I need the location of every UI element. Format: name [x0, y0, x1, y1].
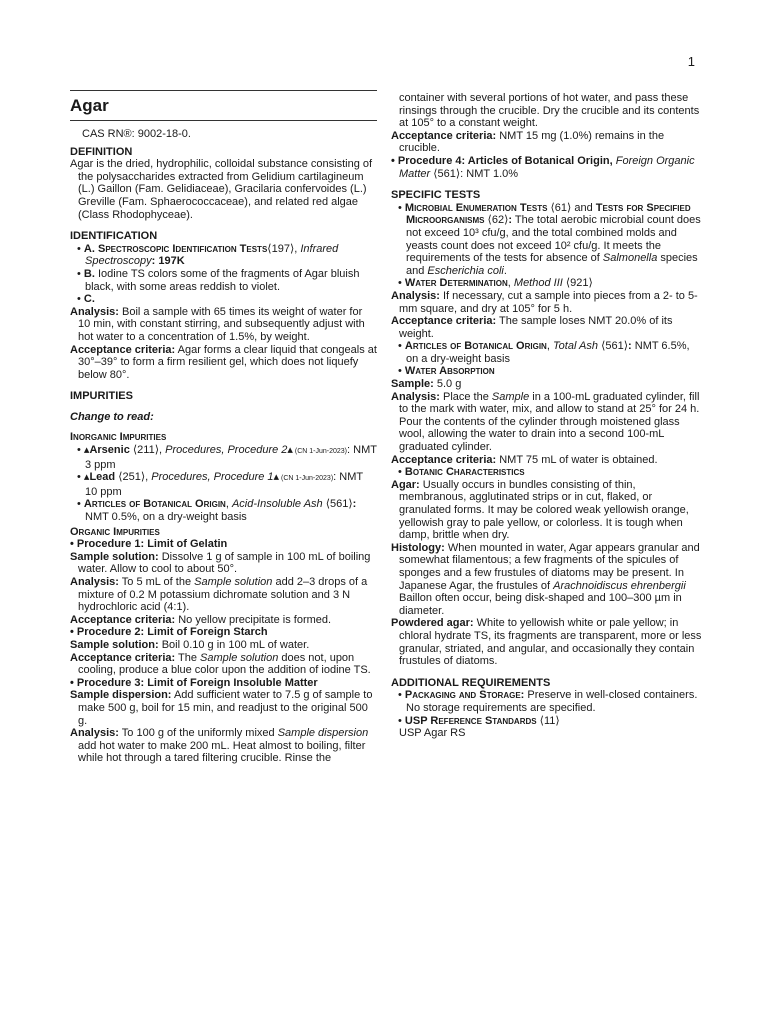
procedure-3-acceptance	[391, 130, 702, 155]
sample-solution-text: Boil 0.10 g in 100 mL of water.	[161, 638, 310, 651]
usp-standards-text: USP Agar RS	[399, 727, 466, 740]
procedure-2-heading: • Procedure 2: Limit of Foreign Starch	[70, 626, 268, 639]
agar-label: Agar:	[391, 478, 420, 491]
microbial-text-mid: species and	[406, 252, 698, 277]
test-a-ref: ⟨197⟩,	[267, 242, 301, 255]
procedure-3-heading: • Procedure 3: Limit of Foreign Insoluble Matter	[70, 676, 318, 689]
acceptance-text-a: The	[178, 651, 201, 664]
page-number: 1	[687, 54, 695, 69]
absorption-sample	[391, 378, 702, 391]
arsenic-procedure: Procedures, Procedure 2	[165, 444, 288, 457]
histology-text-b: Baillon often occur, being disk-shaped and 100–300 µm in diameter.	[399, 592, 682, 617]
arsenic-ref: ⟨211⟩,	[129, 444, 166, 457]
agar-description	[391, 479, 702, 542]
acceptance-text: NMT 15 mg (1.0%) remains in the crucible.	[399, 129, 665, 155]
impurities-heading: IMPURITIES	[70, 390, 133, 403]
specified-ref: ⟨62⟩	[484, 214, 509, 227]
lead-cn: (CN 1-Jun-2023)	[279, 475, 334, 483]
lead-item: • ▴Lead ⟨251⟩, Procedures, Procedure 1▴ (CN 1-Jun-2023): NMT 10 ppm	[77, 471, 363, 498]
histology-text-a: When mounted in water, Agar appears granular and somewhat filamentous; a few fragments of the spicules of sponges and a few frustules of diatoms may be present. In Japanese Agar, the frustules of	[399, 541, 700, 592]
microbial-ref: ⟨61⟩ and	[547, 201, 596, 214]
definition-text: Agar is the dried, hydrophilic, colloidal substance consisting of the polysaccharides extracted from Gelidium cartilagineum (L.) Gaillon (Fam. Gelidiaceae), Gracilaria confervoides (L.) Greville (Fam. Sphaerococcaceae), and related red algae (Class Rhodophyceae).	[70, 158, 373, 221]
identification-c-acceptance	[70, 344, 377, 382]
identification-a: • A. Spectroscopic Identification Tests⟨197⟩, Infrared Spectroscopy: 197K	[77, 242, 339, 268]
analysis-text: If necessary, cut a sample into pieces from a 2- to 5-mm square, and dry at 105° for 5 h.	[399, 289, 698, 315]
arsenic-limit: : NMT 3 ppm	[85, 444, 377, 471]
acceptance-text: Agar forms a clear liquid that congeals at 30°–39° to form a firm resilient gel, which does not liquefy below 80°.	[78, 343, 377, 381]
total-ash-ref: ⟨561⟩	[598, 340, 629, 353]
additional-requirements-heading: ADDITIONAL REQUIREMENTS	[391, 676, 551, 689]
packaging-label: Packaging and Storage:	[404, 689, 525, 702]
inorganic-impurities-heading: Inorganic Impurities	[70, 431, 167, 444]
acid-insoluble-ash-ref: ⟨561⟩	[322, 498, 353, 511]
cas-number: CAS RN®: 9002-18-0.	[82, 128, 191, 140]
powdered-agar-description	[391, 617, 702, 667]
botanic-characteristics-item: • Botanic Characteristics	[398, 466, 525, 479]
histology-text-italic: Arachnoidiscus ehrenbergii	[553, 579, 686, 592]
procedure-1-acceptance	[70, 614, 377, 627]
acid-insoluble-ash-item: • Articles of Botanical Origin, Acid-Insoluble Ash ⟨561⟩: NMT 0.5%, on a dry-weight basis	[77, 498, 357, 524]
packaging-text: Preserve in well-closed containers. No storage requirements are specified.	[406, 689, 698, 714]
analysis-text-italic: Sample	[491, 390, 530, 403]
acceptance-text: NMT 75 mL of water is obtained.	[499, 453, 658, 466]
analysis-text-italic: Sample dispersion	[277, 727, 369, 740]
total-ash-text: NMT 6.5%, on a dry-weight basis	[406, 340, 690, 365]
organic-impurities-heading: Organic Impurities	[70, 525, 160, 538]
analysis-text-a: To 5 mL of the	[121, 576, 195, 588]
arsenic-item: • ▴Arsenic ⟨211⟩, Procedures, Procedure 2▴ (CN 1-Jun-2023): NMT 3 ppm	[77, 444, 377, 471]
identification-b: • B. Iodine TS colors some of the fragments of Agar bluish black, with some areas reddish to violet.	[77, 267, 360, 293]
acceptance-label: Acceptance criteria:	[391, 453, 497, 466]
procedure-2-acceptance	[70, 652, 377, 677]
usp-standards-label: USP Reference Standards	[404, 714, 537, 727]
acceptance-label: Acceptance criteria:	[70, 651, 176, 664]
analysis-text-b: in a 100-mL graduated cylinder, fill to the mark with water, mix, and allow to stand at 25° for 24 h. Pour the contents of the cylinder through moistened glass wool, allowing the water to drain into a second 100-mL graduated cylinder.	[399, 390, 700, 454]
absorption-acceptance	[391, 454, 702, 467]
procedure-3-sample	[70, 689, 377, 727]
sample-label: Sample:	[391, 378, 434, 391]
sample-solution-label: Sample solution:	[70, 638, 159, 651]
analysis-label: Analysis:	[70, 576, 119, 588]
usp-standards-ref: ⟨11⟩	[536, 714, 560, 727]
specified-label: Tests for Specified Microorganisms	[406, 201, 691, 227]
microbial-item: • Microbial Enumeration Tests ⟨61⟩ and Tests for Specified Microorganisms ⟨62⟩: The total aerobic microbial count does not exceed 10³ cfu/g, and the total combined molds and yeasts count does not exceed 10² cfu/g. It meets the requirements of the tests for absence of Salmonella species and Escherichia coli.	[398, 201, 701, 277]
arsenic-cn: (CN 1-Jun-2023)	[292, 448, 348, 456]
title-rule	[70, 90, 377, 91]
sample-solution-label: Sample solution:	[70, 550, 159, 563]
analysis-text-italic: Sample solution	[194, 576, 273, 588]
left-column	[70, 90, 377, 765]
acceptance-text-italic: Sample solution	[200, 651, 279, 664]
agar-text: Usually occurs in bundles consisting of thin, membranous, agglutinated strips or in cut, flaked, or granulated forms. It may be colored weak yellowish orange, yellowish gray to pale yellow, or colorless. It is tough when damp, brittle when dry.	[399, 478, 689, 542]
procedure-4-heading: • Procedure 4: Articles of Botanical Origin,	[391, 154, 613, 167]
lead-label: Lead	[89, 471, 116, 484]
water-acceptance	[391, 315, 702, 340]
total-ash-label: Articles of Botanical Origin	[404, 340, 547, 353]
acceptance-label: Acceptance criteria:	[391, 129, 497, 142]
procedure-1-analysis	[70, 576, 377, 614]
water-determination-item: • Water Determination, Method III ⟨921⟩	[398, 277, 593, 290]
sample-dispersion-text: Add sufficient water to 7.5 g of sample to make 500 g, boil for 15 min, and readjust to the original 500 g.	[78, 689, 373, 727]
acceptance-text-b: does not, upon cooling, produce a blue color upon the addition of iodine TS.	[78, 651, 371, 677]
acid-insoluble-ash-method: Acid-Insoluble Ash	[231, 498, 323, 511]
microbial-label: Microbial Enumeration Tests	[404, 201, 548, 214]
absorption-analysis	[391, 391, 702, 454]
sample-solution-text: Dissolve 1 g of sample in 100 mL of boiling water. Allow to cool to about 50°.	[78, 550, 371, 576]
powdered-agar-text: White to yellowish white or pale yellow; in chloral hydrate TS, its fragments are transparent, more or less granular, striated, and angular, and occasionally they contain frustules of diatoms.	[399, 617, 702, 668]
water-determination-label: Water Determination	[404, 277, 508, 290]
identification-heading: IDENTIFICATION	[70, 230, 158, 243]
test-a-label: A. Spectroscopic Identification Tests	[83, 242, 268, 255]
arsenic-label: Arsenic	[89, 444, 130, 457]
test-c-label: C.	[83, 293, 95, 306]
procedure-4-method: Foreign Organic Matter	[399, 154, 695, 180]
acceptance-text: The sample loses NMT 20.0% of its weight.	[399, 315, 673, 340]
acceptance-label: Acceptance criteria:	[70, 613, 176, 626]
powdered-agar-label: Powdered agar:	[391, 617, 474, 630]
analysis-label: Analysis:	[70, 305, 119, 318]
acceptance-label: Acceptance criteria:	[391, 315, 497, 328]
usp-standards-item: • USP Reference Standards ⟨11⟩	[398, 714, 560, 727]
packaging-item: • Packaging and Storage: Preserve in well-closed containers. No storage requirements are specified.	[398, 689, 698, 714]
identification-c: • C.	[77, 293, 95, 306]
acceptance-label: Acceptance criteria:	[70, 343, 176, 356]
analysis-text-b: add 2–3 drops of a mixture of 0.2 M potassium dichromate solution and 3 N hydrochloric acid (4:1).	[78, 576, 368, 614]
histology-description	[391, 542, 702, 618]
botanical-origin-label: Articles of Botanical Origin	[83, 498, 226, 511]
acceptance-text: No yellow precipitate is formed.	[178, 613, 332, 626]
test-a-code: : 197K	[151, 255, 185, 268]
procedure-3-continued: container with several portions of hot water, and pass these rinsings through the crucible. Dry the crucible and its contents at 105° to a constant weight.	[399, 92, 700, 130]
lead-limit: : NMT 10 ppm	[85, 471, 363, 498]
procedure-3-analysis	[70, 727, 377, 765]
analysis-label: Analysis:	[70, 727, 119, 740]
procedure-4-item	[391, 155, 702, 180]
sample-text: 5.0 g	[436, 378, 462, 391]
identification-c-analysis	[70, 306, 377, 344]
test-b-label: B.	[83, 267, 95, 280]
test-a-method: Infrared Spectroscopy	[85, 242, 339, 268]
lead-procedure: Procedures, Procedure 1	[151, 471, 274, 484]
definition-heading: DEFINITION	[70, 145, 133, 158]
right-column	[391, 92, 702, 740]
analysis-label: Analysis:	[391, 289, 440, 302]
procedure-4-ref: ⟨561⟩: NMT 1.0%	[430, 167, 519, 180]
acid-insoluble-ash-limit: NMT 0.5%, on a dry-weight basis	[85, 511, 247, 524]
analysis-text-a: Place the	[442, 390, 492, 403]
salmonella: Salmonella	[602, 252, 658, 265]
total-ash-method: Total Ash	[552, 340, 599, 353]
microbial-text: The total aerobic microbial count does not exceed 10³ cfu/g, and the total combined molds and yeasts count does not exceed 10² cfu/g. It meets the requirements of the tests for absence of	[406, 214, 701, 265]
lead-ref: ⟨251⟩,	[115, 471, 152, 484]
change-to-read: Change to read:	[70, 410, 154, 423]
test-b-text: Iodine TS colors some of the fragments of Agar bluish black, with some areas reddish to violet.	[85, 267, 360, 293]
water-absorption-label: Water Absorption	[404, 365, 495, 378]
monograph-title: Agar	[70, 94, 377, 121]
analysis-text-a: To 100 g of the uniformly mixed	[121, 727, 278, 740]
histology-label: Histology:	[391, 541, 445, 554]
water-method: Method III	[513, 277, 563, 290]
total-ash-item: • Articles of Botanical Origin, Total Ash ⟨561⟩: NMT 6.5%, on a dry-weight basis	[398, 340, 690, 365]
botanic-characteristics-label: Botanic Characteristics	[404, 466, 525, 479]
specific-tests-heading: SPECIFIC TESTS	[391, 189, 481, 202]
analysis-text-b: add hot water to make 200 mL. Heat almost to boiling, filter while hot through a tared filtering crucible. Rinse the	[78, 739, 366, 765]
procedure-2-sample	[70, 639, 377, 652]
water-absorption-item: • Water Absorption	[398, 365, 495, 378]
microbial-text-end: .	[503, 264, 507, 277]
sample-dispersion-label: Sample dispersion:	[70, 689, 172, 702]
water-ref: ⟨921⟩	[562, 277, 593, 290]
procedure-1-sample	[70, 551, 377, 576]
analysis-text: Boil a sample with 65 times its weight of water for 10 min, with constant stirring, and subsequently adjust with hot water to a concentration of 1.5%, by weight.	[78, 305, 365, 343]
analysis-label: Analysis:	[391, 390, 440, 403]
procedure-1-heading: • Procedure 1: Limit of Gelatin	[70, 538, 228, 551]
water-analysis	[391, 290, 702, 315]
e-coli: Escherichia coli	[427, 264, 504, 277]
